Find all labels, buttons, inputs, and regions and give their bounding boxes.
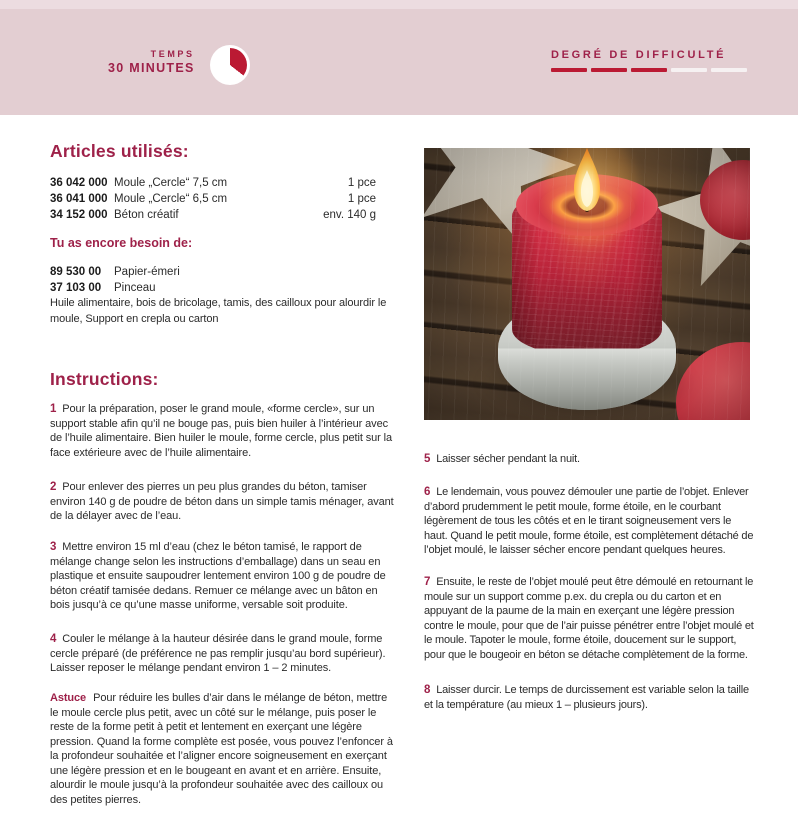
articles-title: Articles utilisés: <box>50 141 189 161</box>
difficulty-bar <box>671 68 707 72</box>
articles-section <box>50 141 392 327</box>
instruction-step <box>424 683 754 712</box>
step-number: 3 <box>50 541 57 553</box>
step-number: 6 <box>424 486 431 498</box>
article-row <box>50 264 392 280</box>
step-number: 8 <box>424 684 431 696</box>
difficulty-bar <box>711 68 747 72</box>
step-number: 1 <box>50 403 57 415</box>
step-text: Le lendemain, vous pouvez démouler une partie de l’objet. Enlever d’abord prudemment le petit moule, forme étoile, en le courbant légèrement de tous les côtés et en le tirant soigneusement vers le haut. Quand le petit moule, forme étoile, est complètement détaché de l’objet moulé, le laisser sécher encore pendant quelques heures. <box>424 486 754 556</box>
step-number: 7 <box>424 576 431 588</box>
article-code: 89 530 00 <box>50 266 102 278</box>
instruction-step <box>424 485 754 558</box>
step-number: 5 <box>424 453 431 465</box>
article-qty: env. 140 g <box>323 209 376 221</box>
article-code: 36 041 000 <box>50 193 108 205</box>
difficulty-bar <box>631 68 667 72</box>
time-label: TEMPS <box>150 49 195 59</box>
article-name: Papier-émeri <box>114 266 180 278</box>
step-text: Ensuite, le reste de l’objet moulé peut être démoulé en retournant le moule sur un support comme p.ex. du crepla ou du carton et en appuyant de la paume de la main en exerçant une légère pression contre le moule, pour que de l’air puisse pénétrer entre l’objet moulé et le moule. Tapoter le moule, forme étoile, doucement sur le support, pour que le bougeoir en béton se détache complètement de la forme. <box>424 576 754 661</box>
time-info <box>108 49 250 85</box>
header-band <box>0 0 798 115</box>
time-text <box>108 49 195 77</box>
tip-text: Pour réduire les bulles d’air dans le mélange de béton, mettre le moule cercle plus petit, avec un côté sur le mélange, puis poser le reste de la forme petit à petit et lentement en exerçant une légère pression. Quand la forme complète est posée, vous pouvez l’enfoncer à la profondeur souhaitée et l’aligner encore soigneusement en exerçant une légère pression et en le bougeant en avant et en arrière. Ensuite, alourdir le moule jusqu’à la profondeur souhaitée avec des cailloux ou des petites pierres. <box>50 692 393 806</box>
article-code: 36 042 000 <box>50 177 108 189</box>
step-text: Mettre environ 15 ml d’eau (chez le béton tamisé, le rapport de mélange change selon les instructions d’emballage) dans un seau en plastique et ensuite saupoudrer lentement environ 100 g de poudre de béton créatif tamisée dedans. Remuer ce mélange avec un bâton en bois jusqu’à ce qu’une masse uniforme, versable soit produite. <box>50 541 386 611</box>
instruction-step <box>50 402 395 460</box>
article-name: Moule „Cercle“ 7,5 cm <box>114 177 228 189</box>
tip-paragraph <box>50 691 397 807</box>
instruction-step <box>50 540 395 613</box>
instruction-step <box>424 452 754 467</box>
tip-label: Astuce <box>50 692 87 704</box>
instructions-title: Instructions: <box>50 369 159 389</box>
article-code: 37 103 00 <box>50 282 102 294</box>
step-number: 2 <box>50 481 57 493</box>
step-text: Laisser sécher pendant la nuit. <box>436 453 580 465</box>
step-text: Laisser durcir. Le temps de durcissement est variable selon la taille et la température (au mieux 1 – plusieurs jours). <box>424 684 749 711</box>
candle-photo <box>424 148 750 420</box>
articles-list <box>50 175 392 223</box>
article-row <box>50 191 392 207</box>
article-row <box>50 207 392 223</box>
also-needed-title: Tu as encore besoin de: <box>50 236 193 250</box>
flame-icon <box>572 148 602 212</box>
article-row <box>50 175 392 191</box>
article-name: Moule „Cercle“ 6,5 cm <box>114 193 228 205</box>
also-needed-note: Huile alimentaire, bois de bricolage, tamis, des cailloux pour alourdir le moule, Support en crepla ou carton <box>50 297 387 325</box>
also-needed-list <box>50 264 392 296</box>
band-top-strip <box>0 0 798 9</box>
step-text: Pour la préparation, poser le grand moule, «forme cercle», sur un support stable afin qu’il ne bouge pas, puis bien huiler à l’intérieur avec de l’huile alimentaire. Bien huiler le moule, forme cercle, plus petit sur la face extérieure avec de l’huile alimentaire. <box>50 403 393 459</box>
step-number: 4 <box>50 633 57 645</box>
difficulty-info <box>551 49 747 72</box>
instruction-step <box>50 632 395 676</box>
difficulty-meter <box>551 68 747 72</box>
article-qty: 1 pce <box>347 177 376 189</box>
difficulty-bar <box>551 68 587 72</box>
instruction-step <box>424 575 754 662</box>
article-row <box>50 280 392 296</box>
article-name: Béton créatif <box>114 209 179 221</box>
difficulty-bar <box>591 68 627 72</box>
step-text: Couler le mélange à la hauteur désirée dans le grand moule, forme cercle préparé (de préférence ne pas remplir jusqu’au bord supérieur). Laisser reposer le mélange pendant environ 1 – 2 minutes. <box>50 633 386 674</box>
time-value: 30 MINUTES <box>108 61 195 75</box>
article-qty: 1 pce <box>347 193 376 205</box>
difficulty-label: DEGRÉ DE DIFFICULTÉ <box>551 49 727 61</box>
article-code: 34 152 000 <box>50 209 108 221</box>
article-name: Pinceau <box>114 282 156 294</box>
step-text: Pour enlever des pierres un peu plus grandes du béton, tamiser environ 140 g de poudre de béton dans un simple tamis ménager, avant de la délayer avec de l’eau. <box>50 481 394 522</box>
pie-timer-icon <box>210 45 250 85</box>
instruction-step <box>50 480 395 524</box>
